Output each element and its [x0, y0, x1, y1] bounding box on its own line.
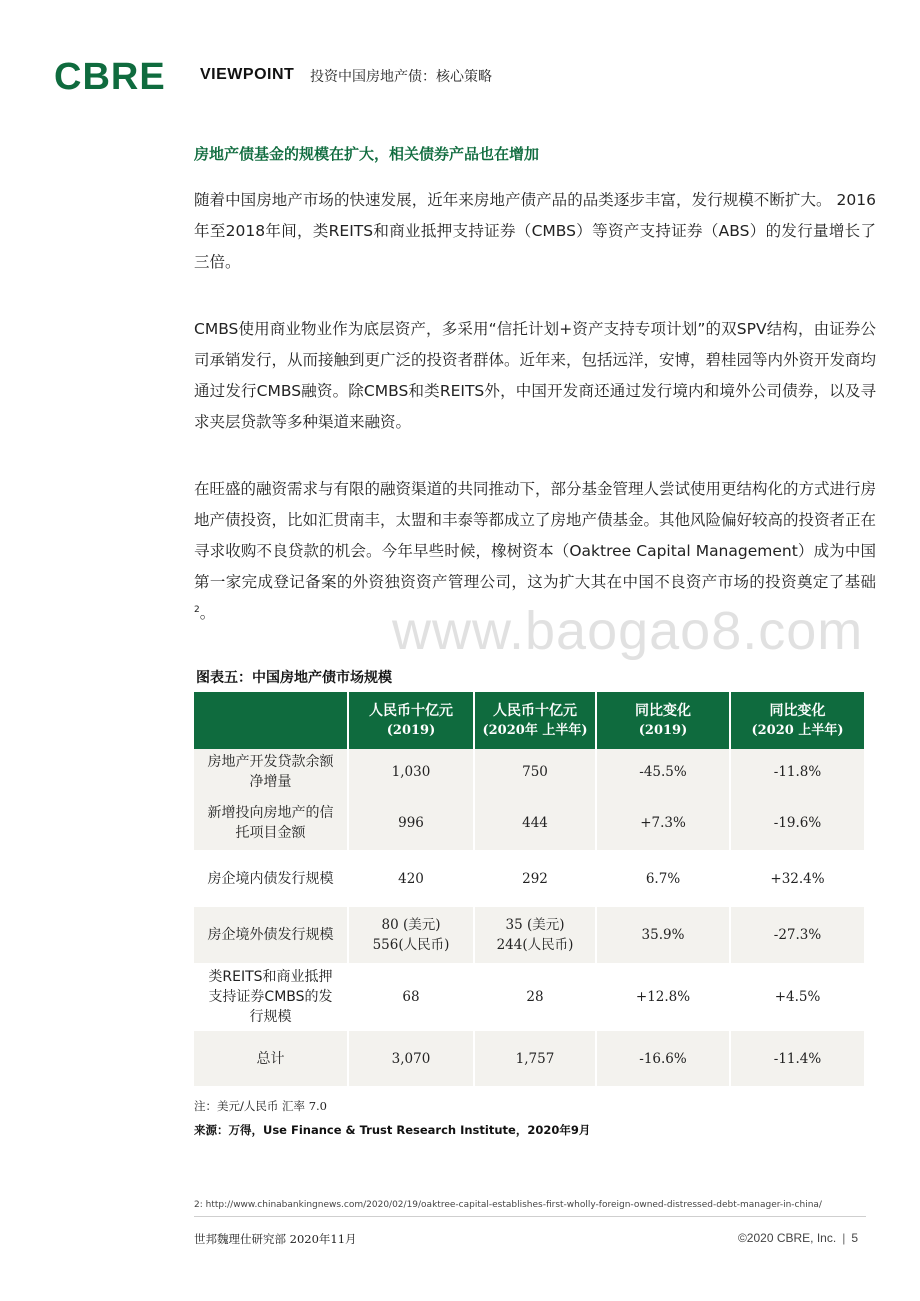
header-cell-rmb-2020h1: 人民币十亿元 (2020年 上半年)	[474, 692, 596, 749]
cell-value: 6.7%	[596, 850, 730, 907]
paragraph-2: CMBS使用商业物业作为底层资产，多采用“信托计划+资产支持专项计划”的双SPV结构，由证券公司承销发行，从而接触到更广泛的投资者群体。近年来，包括远洋，安博，碧桂园等内外资开发商均通过发行CMBS融资。除CMBS和类REITS外，中国开发商还通过发行境内和境外公司债券，以及寻求夹层贷款等多种渠道来融资。	[194, 320, 877, 431]
table-row	[194, 749, 864, 795]
paragraph-3-end: 。	[199, 604, 216, 622]
cell-value: 1,030	[348, 749, 474, 795]
row-label: 房企境内债发行规模	[194, 850, 348, 907]
header-cell-label	[194, 692, 348, 749]
market-size-table	[194, 692, 864, 1086]
header-cell-rmb-2019: 人民币十亿元 (2019)	[348, 692, 474, 749]
table-source: 来源：万得，Use Finance & Trust Research Institute，2020年9月	[194, 1123, 591, 1137]
footnote-link[interactable]: 2: http://www.chinabankingnews.com/2020/02/19/oaktree-capital-establishes-first-wholly-foreign-owned-distressed-debt-manager-in-china/	[194, 1200, 822, 1210]
footer-copyright: ©2020 CBRE, Inc. | 5	[737, 1231, 858, 1245]
cell-value: +4.5%	[774, 989, 821, 1005]
paragraph-1: 随着中国房地产市场的快速发展，近年来房地产债产品的品类逐步丰富，发行规模不断扩大。 2016年至2018年间，类REITS和商业抵押支持证券（CMBS）等资产支持证券（ABS）的发行量增长了三倍。	[194, 191, 876, 271]
cell-value: -16.6%	[596, 1031, 730, 1086]
table-header-row	[194, 692, 864, 749]
cell-value: 420	[348, 850, 474, 907]
cell-value: -27.3%	[730, 907, 864, 963]
header-cell-yoy-2019: 同比变化 (2019)	[596, 692, 730, 749]
table-title: 图表五：中国房地产债市场规模	[196, 670, 392, 686]
cell-value: 1,757	[474, 1031, 596, 1086]
table-row	[194, 963, 864, 1031]
header-viewpoint: VIEWPOINT	[200, 66, 295, 83]
cell-value: 68	[348, 963, 474, 1031]
table-row	[194, 795, 864, 850]
cell-value: +12.8%	[596, 963, 730, 1031]
header-cell-yoy-2020h1: 同比变化 (2020 上半年)	[730, 692, 864, 749]
section-heading: 房地产债基金的规模在扩大，相关债券产品也在增加	[194, 145, 540, 163]
table-row-total	[194, 1031, 864, 1086]
cell-value: 292	[474, 850, 596, 907]
cell-value: 996	[348, 795, 474, 850]
row-label: 新增投向房地产的信托项目金额	[194, 795, 348, 850]
page-number: 5	[851, 1231, 858, 1245]
paragraph-3-text: 在旺盛的融资需求与有限的融资渠道的共同推动下，部分基金管理人尝试使用更结构化的方式进行房地产债投资，比如汇贯南丰，太盟和丰泰等都成立了房地产债基金。其他风险偏好较高的投资者正在寻求收购不良贷款的机会。今年早些时候，橡树资本（Oaktree Capital Management）成为中国第一家完成登记备案的外资独资资产管理公司，这为扩大其在中国不良资产市场的投资奠定了基础	[194, 480, 877, 591]
row-label: 房企境外债发行规模	[194, 907, 348, 963]
cell-value: 444	[474, 795, 596, 850]
row-label: 总计	[194, 1031, 348, 1086]
footer-dept: 世邦魏理仕研究部 2020年11月	[194, 1232, 357, 1246]
cell-value: 35 (美元) 244(人民币)	[474, 907, 596, 963]
cell-value: -19.6%	[730, 795, 864, 850]
footnote-ref: 2	[194, 604, 200, 615]
cbre-logo: CBRE	[54, 56, 166, 98]
row-label: 类REITS和商业抵押支持证券CMBS的发行规模	[194, 963, 348, 1031]
cell-value: +32.4%	[770, 870, 825, 887]
table-row	[194, 850, 864, 907]
footer-divider	[194, 1216, 866, 1217]
table-row	[194, 907, 864, 963]
cell-value: 28	[474, 963, 596, 1031]
cell-value: 750	[474, 749, 596, 795]
cell-value: -45.5%	[596, 749, 730, 795]
header-subtitle: 投资中国房地产债：核心策略	[310, 69, 492, 85]
cell-value: +7.3%	[596, 795, 730, 850]
cell-value: -11.8%	[730, 749, 864, 795]
cell-value: 3,070	[348, 1031, 474, 1086]
cell-value: 35.9%	[596, 907, 730, 963]
watermark: www.baogao8.com	[392, 601, 864, 661]
table-note: 注：美元/人民币 汇率 7.0	[194, 1099, 327, 1113]
cell-value: -11.4%	[730, 1031, 864, 1086]
row-label: 房地产开发贷款余额净增量	[194, 749, 348, 795]
cell-value: 80 (美元) 556(人民币)	[348, 907, 474, 963]
